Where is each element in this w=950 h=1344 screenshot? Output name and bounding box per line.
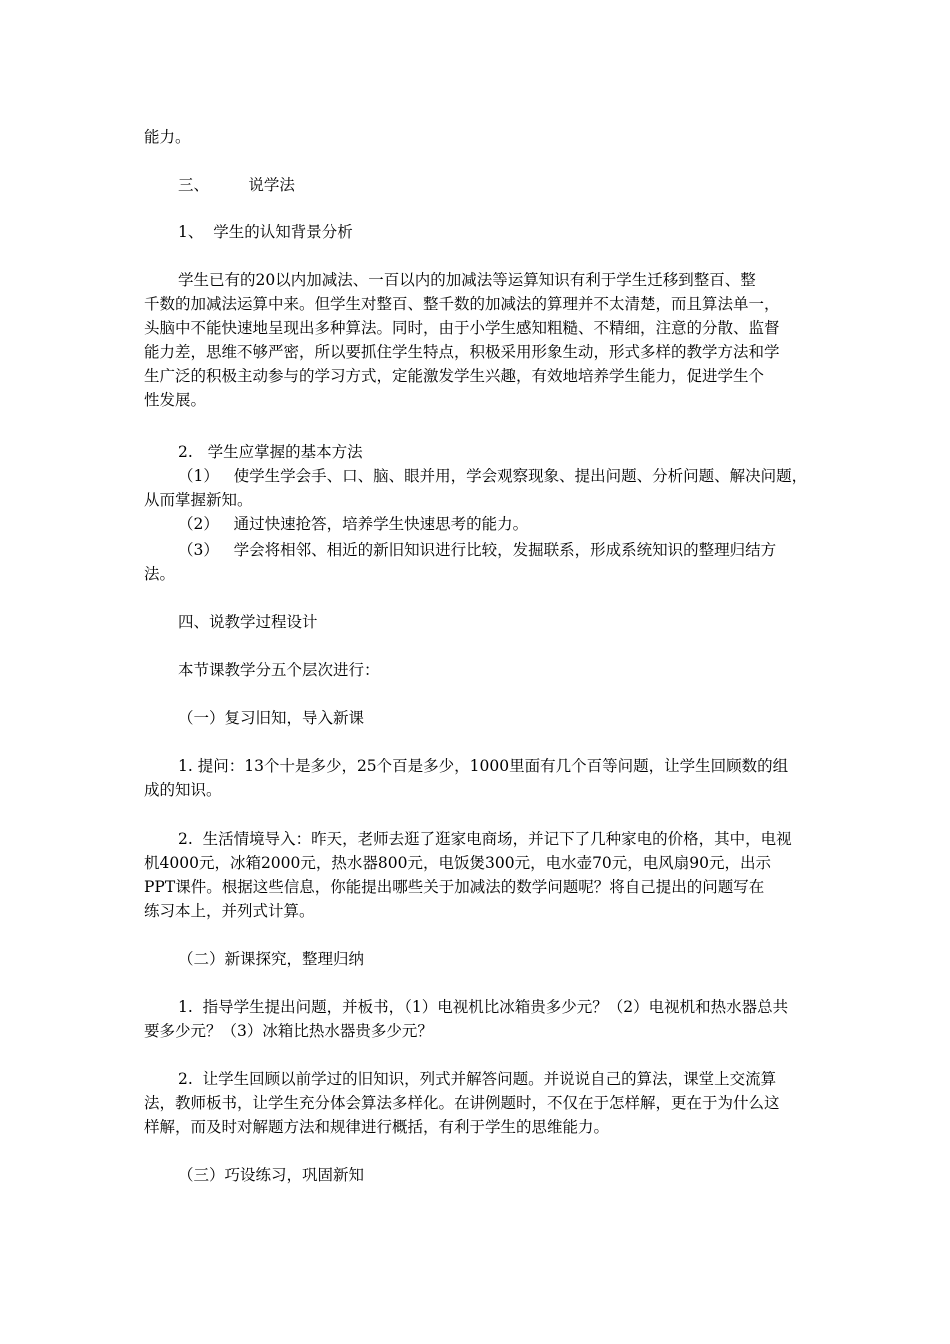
subsection-heading: （一）复习旧知，导入新课: [178, 709, 365, 727]
text-line: 能力。: [144, 128, 191, 146]
subsection-heading: 2. 学生应掌握的基本方法: [178, 443, 363, 461]
paragraph-line: 能力差，思维不够严密，所以要抓住学生特点，积极采用形象生动，形式多样的教学方法和学: [144, 343, 780, 361]
section-heading: 三、 说学法: [178, 176, 295, 194]
paragraph-line: 1. 指导学生提出问题，并板书，（1）电视机比冰箱贵多少元？（2）电视机和热水器总共: [178, 998, 789, 1016]
paragraph-line: 2. 让学生回顾以前学过的旧知识，列式并解答问题。并说说自己的算法，课堂上交流算: [178, 1070, 777, 1088]
paragraph-line: 法，教师板书，让学生充分体会算法多样化。在讲例题时，不仅在于怎样解，更在于为什么这: [144, 1094, 780, 1112]
paragraph-line: 学生已有的20以内加减法、一百以内的加减法等运算知识有利于学生迁移到整百、整: [178, 271, 756, 289]
list-item: （1） 使学生学会手、口、脑、眼并用，学会观察现象、提出问题、分析问题、解决问题，: [178, 467, 808, 485]
list-item-continuation: 法。: [144, 565, 176, 583]
list-item: （3） 学会将相邻、相近的新旧知识进行比较，发掘联系，形成系统知识的整理归结方: [178, 541, 777, 559]
list-item-continuation: 从而掌握新知。: [144, 491, 253, 509]
paragraph-line: 练习本上，并列式计算。: [144, 902, 315, 920]
paragraph-line: 生广泛的积极主动参与的学习方式，定能激发学生兴趣，有效地培养学生能力，促进学生个: [144, 367, 765, 385]
paragraph-line: 成的知识。: [144, 781, 222, 799]
paragraph-line: 样解，而及时对解题方法和规律进行概括，有利于学生的思维能力。: [144, 1118, 610, 1136]
section-heading: 四、说教学过程设计: [178, 613, 318, 631]
paragraph-line: 千数的加减法运算中来。但学生对整百、整千数的加减法的算理并不太清楚，而且算法单一，: [144, 295, 780, 313]
paragraph-line: 要多少元？（3）冰箱比热水器贵多少元？: [144, 1022, 433, 1040]
paragraph-line: PPT课件。根据这些信息，你能提出哪些关于加减法的数学问题呢？将自己提出的问题写在: [144, 878, 765, 896]
text-line: 本节课教学分五个层次进行：: [178, 661, 380, 679]
list-item: （2） 通过快速抢答，培养学生快速思考的能力。: [178, 515, 529, 533]
paragraph-line: 性发展。: [144, 391, 207, 409]
subsection-heading: 1、 学生的认知背景分析: [178, 223, 353, 241]
paragraph-line: 机4000元，冰箱2000元，热水器800元，电饭煲300元，电水壶70元，电风扇90元，出示: [144, 854, 772, 872]
subsection-heading: （三）巧设练习，巩固新知: [178, 1166, 365, 1184]
paragraph-line: 头脑中不能快速地呈现出多种算法。同时，由于小学生感知粗糙、不精细，注意的分散、监督: [144, 319, 780, 337]
paragraph-line: 1. 提问：13个十是多少，25个百是多少，1000里面有几个百等问题，让学生回顾数的组: [178, 757, 789, 775]
paragraph-line: 2. 生活情境导入：昨天，老师去逛了逛家电商场，并记下了几种家电的价格，其中，电视: [178, 830, 792, 848]
subsection-heading: （二）新课探究，整理归纳: [178, 950, 365, 968]
